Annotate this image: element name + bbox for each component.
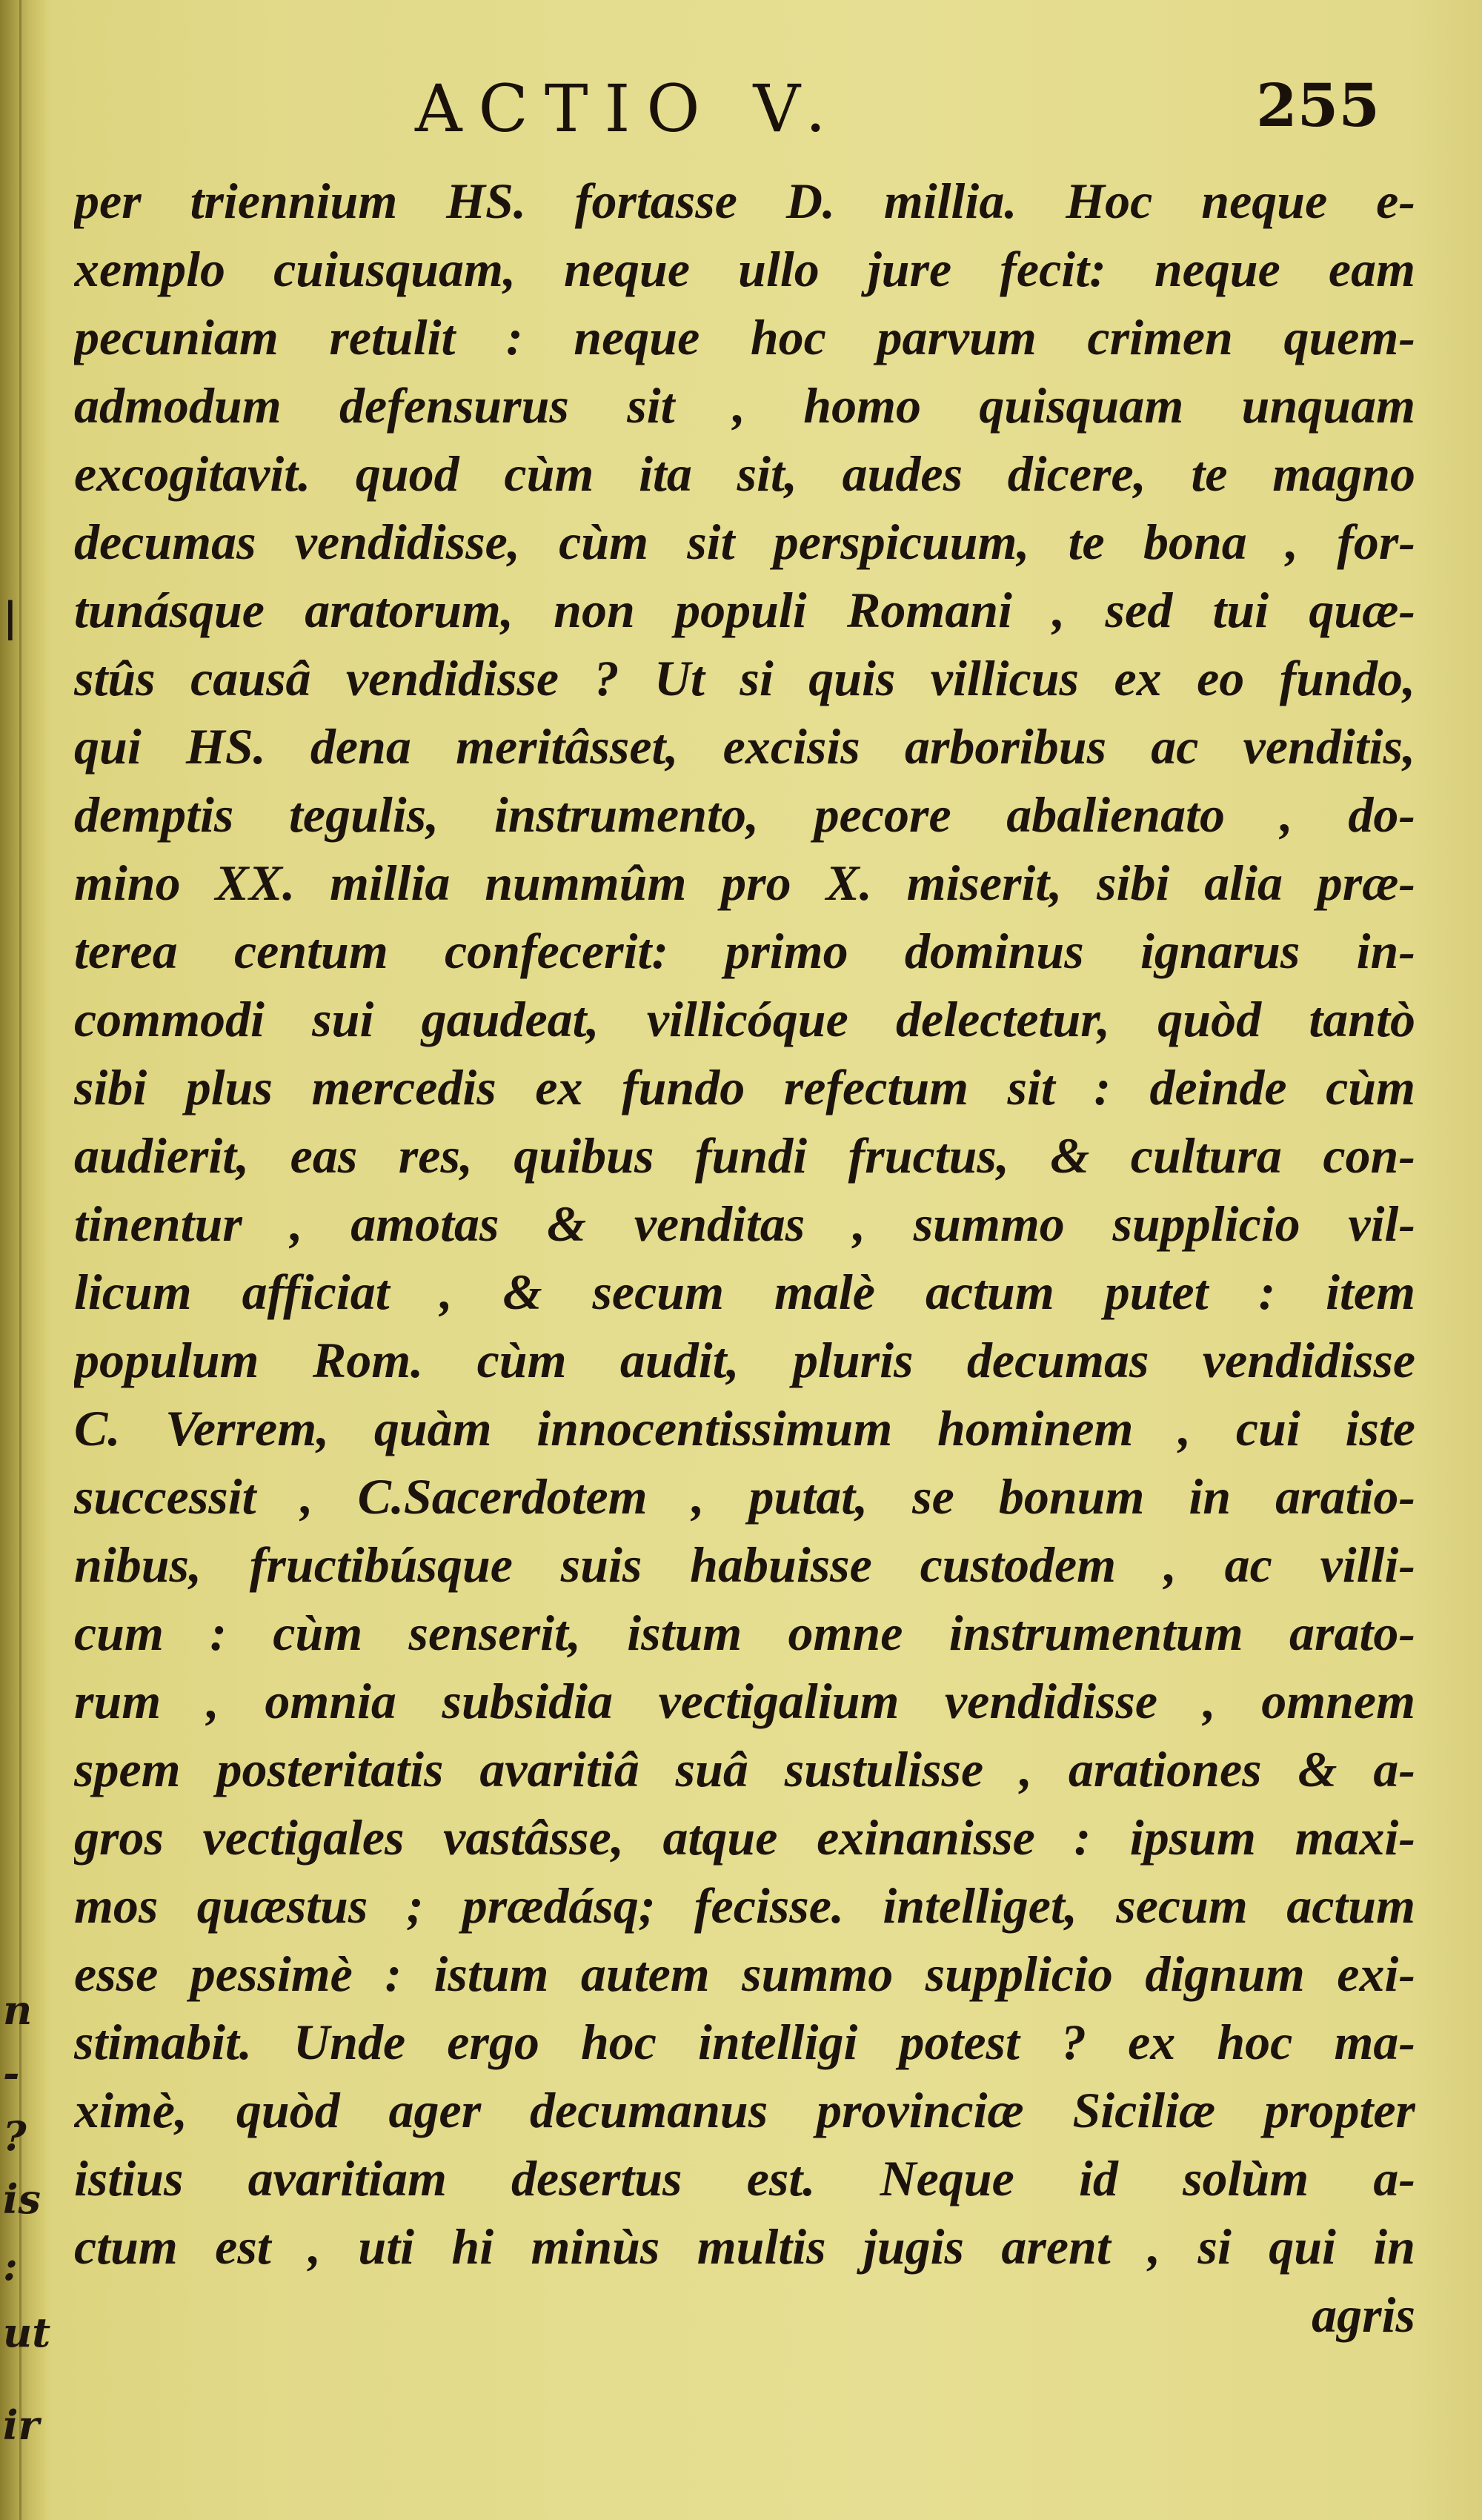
margin-fragment: is	[3, 2175, 41, 2223]
text-line: sibi plus mercedis ex fundo refectum sit : deinde cùm	[74, 1059, 1415, 1115]
text-line: C. Verrem, quàm innocentissimum hominem , cui iste	[74, 1400, 1415, 1456]
text-line: esse pessimè : istum autem summo supplicio dignum exi-	[74, 1946, 1415, 2002]
body-text	[74, 167, 1415, 2349]
margin-fragment: ?	[3, 2112, 27, 2160]
text-line: audierit, eas res, quibus fundi fructus, & cultura con-	[74, 1127, 1415, 1184]
text-line: licum afficiat , & secum malè actum putet : item	[74, 1264, 1415, 1320]
text-line: tunásque aratorum, non populi Romani , sed tui quæ-	[74, 582, 1415, 638]
margin-fragments	[0, 0, 51, 2520]
margin-fragment: |	[3, 593, 18, 640]
text-line: successit , C.Sacerdotem , putat, se bonum in aratio-	[74, 1468, 1415, 1525]
text-line: xemplo cuiusquam, neque ullo jure fecit: neque eam	[74, 241, 1415, 297]
text-line: istius avaritiam desertus est. Neque id solùm a-	[74, 2150, 1415, 2206]
page-header	[0, 70, 1482, 152]
text-line: rum , omnia subsidia vectigalium vendidisse , omnem	[74, 1673, 1415, 1729]
text-line: per triennium HS. fortasse D. millia. Hoc neque e-	[74, 173, 1415, 229]
text-line: tinentur , amotas & venditas , summo supplicio vil-	[74, 1196, 1415, 1252]
text-line: decumas vendidisse, cùm sit perspicuum, te bona , for-	[74, 514, 1415, 570]
page-number: 255	[1256, 70, 1380, 140]
text-line: mos quæstus ; prædásq; fecisse. intelliget, secum actum	[74, 1877, 1415, 1934]
text-line: qui HS. dena meritâsset, excisis arboribus ac venditis,	[74, 718, 1415, 775]
margin-fragment: :	[3, 2242, 18, 2289]
text-line: ctum est , uti hi minùs multis jugis arent , si qui in	[74, 2218, 1415, 2275]
text-line: stimabit. Unde ergo hoc intelligi potest ? ex hoc ma-	[74, 2014, 1415, 2070]
text-line: cum : cùm senserit, istum omne instrumentum arato-	[74, 1605, 1415, 1661]
text-line: stûs causâ vendidisse ? Ut si quis villicus ex eo fundo,	[74, 650, 1415, 706]
text-line: mino XX. millia nummûm pro X. miserit, sibi alia præ-	[74, 855, 1415, 911]
text-line: pecuniam retulit : neque hoc parvum crimen quem-	[74, 309, 1415, 365]
margin-fragment: -	[3, 2049, 20, 2097]
margin-fragment: n	[3, 1986, 33, 2034]
text-line: excogitavit. quod cùm ita sit, audes dicere, te magno	[74, 445, 1415, 502]
text-line: commodi sui gaudeat, villicóque delectetur, quòd tantò	[74, 991, 1415, 1047]
text-line: nibus, fructibúsque suis habuisse custodem , ac villi-	[74, 1536, 1415, 1593]
text-line: gros vectigales vastâsse, atque exinanisse : ipsum maxi-	[74, 1809, 1415, 1866]
text-line: spem posteritatis avaritiâ suâ sustulisse , arationes & a-	[74, 1741, 1415, 1797]
margin-fragment: ir	[3, 2401, 39, 2449]
running-head: ACTIO V.	[415, 70, 843, 147]
text-line: terea centum confecerit: primo dominus ignarus in-	[74, 923, 1415, 979]
catchword: agris	[1312, 2287, 1415, 2343]
margin-fragment: ut	[3, 2309, 51, 2356]
text-line: ximè, quòd ager decumanus provinciæ Siciliæ propter	[74, 2082, 1415, 2138]
text-line: demptis tegulis, instrumento, pecore abalienato , do-	[74, 786, 1415, 843]
text-line: admodum defensurus sit , homo quisquam unquam	[74, 377, 1415, 434]
text-line: populum Rom. cùm audit, pluris decumas vendidisse	[74, 1332, 1415, 1388]
